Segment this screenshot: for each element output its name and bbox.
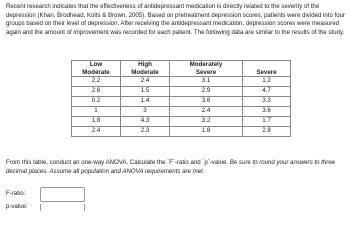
table-cell: 2.3 [121,127,170,137]
table-cell: 3 [121,107,170,117]
p-value-label: p-value: [6,204,28,211]
header-line1: Moderately [189,61,223,69]
p-value-input[interactable] [40,204,85,211]
header-high-moderate [121,61,170,77]
table-cell: 2.6 [72,87,121,97]
table-cell: 1.8 [170,127,243,137]
header-line2: Moderate [82,68,110,76]
header-line2: Severe [256,68,277,76]
data-table [71,60,291,137]
table-cell: 3.6 [170,97,243,107]
table-cell: 3.1 [170,77,243,87]
table-cell: 2.2 [72,77,121,87]
table-row [72,87,291,97]
table-cell: 3.2 [170,117,243,127]
table-cell: 1.5 [121,87,170,97]
table-row [72,117,291,127]
table-cell: 3.3 [243,97,291,107]
table-cell: 2.9 [170,87,243,97]
table-row [72,107,291,117]
p-value-row [6,204,85,211]
table-cell: 1 [72,107,121,117]
table-row [72,127,291,137]
task-emphasis: Be sure to round your answers to three decimal places. Assume all population and ANOVA requirements are met. [6,159,336,175]
table-cell: 4.7 [243,87,291,97]
table-cell: 2.4 [72,127,121,137]
table-row [72,77,291,87]
intro-paragraph: Recent research indicates that the effectiveness of antidepressant medication is directly related to the severity of the depression (Khan, Brodhead, Kolts & Brown, 2005). Based on pretreatment depression scores, patients were divided into four groups based on their level of depression. After receiving the antidepressant medication, depression scores were measured again and the amount of improvement was recorded for each patient. The following data are similar to the results of the study. [6,3,346,36]
table-cell: 2.4 [170,107,243,117]
data-table-container [71,60,291,137]
table-cell: 1.7 [243,117,291,127]
f-ratio-label: F-ratio: [6,190,26,198]
f-ratio-row [6,187,85,202]
table-cell: 1.2 [243,77,291,87]
task-instructions [6,159,346,176]
f-ratio-input[interactable] [40,187,85,202]
header-severe [243,61,291,77]
table-cell: 4.3 [121,117,170,127]
table-cell: 0.2 [72,97,121,107]
header-line1: Low [89,61,103,69]
table-cell: 1.4 [121,97,170,107]
header-moderately-severe [170,61,243,77]
table-cell: 2.8 [243,127,291,137]
header-low-moderate [72,61,121,77]
table-cell: 2.4 [121,77,170,87]
table-cell: 3.6 [243,107,291,117]
task-text: From this table, conduct an one-way ANOVA. Calculate the `F`-ratio and `p`-value. [6,159,230,166]
header-line2: Moderate [131,68,159,76]
header-line2: Severe [195,68,217,76]
table-header-row [72,61,291,77]
header-line1: High [138,61,152,69]
table-row [72,97,291,107]
table-cell: 1.8 [72,117,121,127]
